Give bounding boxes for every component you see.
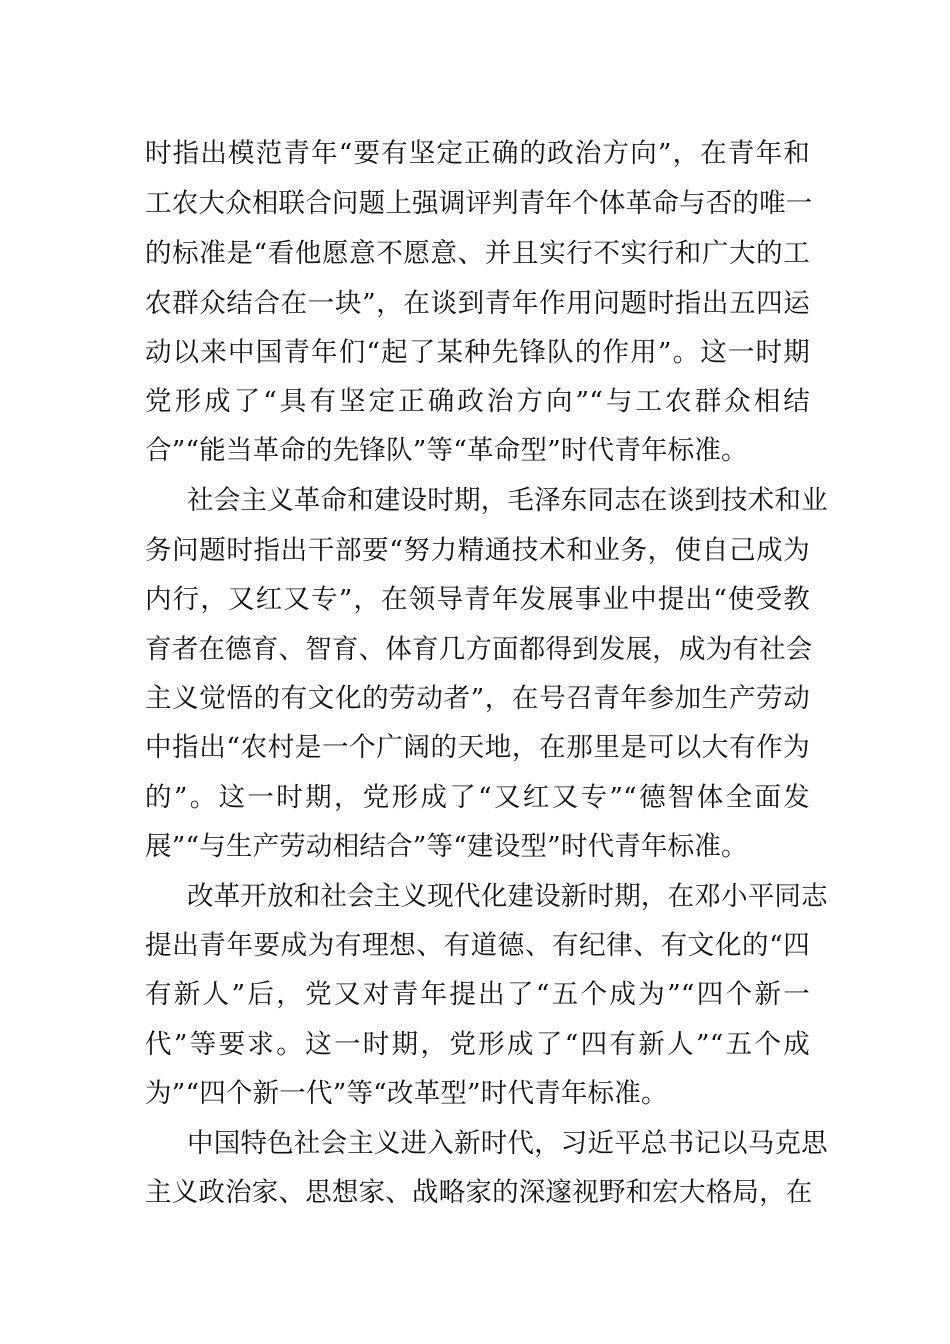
text-line: 中指出“农村是一个广阔的天地，在那里是可以大有作为	[145, 732, 810, 763]
text-line: 务问题时指出干部要“努力精通技术和业务，使自己成为	[145, 535, 810, 566]
text-line: 有新人”后，党又对青年提出了“五个成为”“四个新一	[145, 979, 810, 1010]
paragraph-first-line: 改革开放和社会主义现代化建设新时期，在邓小平同志	[187, 881, 828, 912]
text-line: 代”等要求。这一时期，党形成了“四有新人”“五个成	[145, 1029, 810, 1060]
text-line: 的”。这一时期，党形成了“又红又专”“德智体全面发	[145, 782, 810, 813]
text-line: 农群众结合在一块”，在谈到青年作用问题时指出五四运	[145, 288, 810, 319]
paragraph-first-line: 社会主义革命和建设时期，毛泽东同志在谈到技术和业	[187, 485, 828, 516]
text-line: 内行，又红又专”，在领导青年发展事业中提出“使受教	[145, 584, 810, 615]
text-line: 工农大众相联合问题上强调评判青年个体革命与否的唯一	[145, 188, 813, 219]
text-line: 育者在德育、智育、体育几方面都得到发展，成为有社会	[145, 634, 813, 665]
text-line: 的标准是“看他愿意不愿意、并且实行不实行和广大的工	[145, 238, 810, 269]
text-line: 提出青年要成为有理想、有道德、有纪律、有文化的“四	[145, 930, 810, 961]
text-line: 合”“能当革命的先锋队”等“革命型”时代青年标准。	[145, 435, 748, 466]
text-line: 主义政治家、思想家、战略家的深邃视野和宏大格局，在	[145, 1177, 813, 1208]
paragraph-first-line: 中国特色社会主义进入新时代，习近平总书记以马克思	[187, 1128, 828, 1159]
text-line: 主义觉悟的有文化的劳动者”，在号召青年参加生产劳动	[145, 683, 810, 714]
text-line: 时指出模范青年“要有坚定正确的政治方向”，在青年和	[145, 138, 810, 169]
text-line: 党形成了“具有坚定正确政治方向”“与工农群众相结	[145, 386, 810, 417]
text-line: 动以来中国青年们“起了某种先锋队的作用”。这一时期	[145, 337, 810, 368]
text-line: 展”“与生产劳动相结合”等“建设型”时代青年标准。	[145, 831, 748, 862]
text-line: 为”“四个新一代”等“改革型”时代青年标准。	[145, 1078, 668, 1109]
